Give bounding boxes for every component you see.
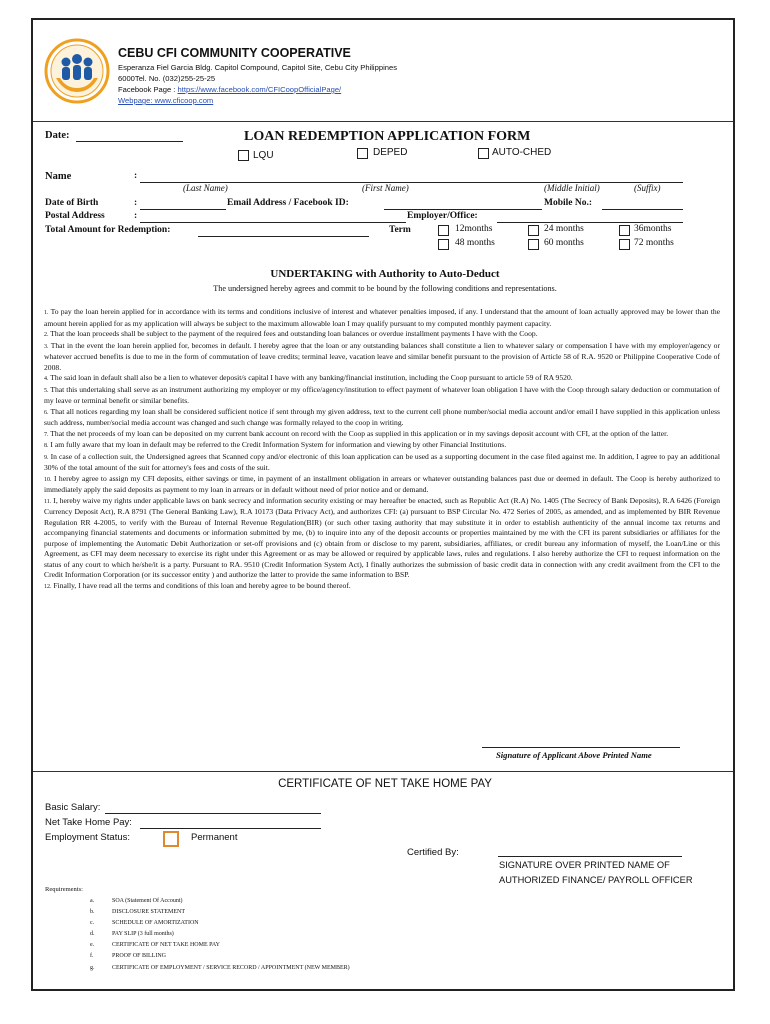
term-36-label: 36months bbox=[634, 224, 672, 234]
list-item: e. CERTIFICATE OF NET TAKE HOME PAY bbox=[90, 942, 221, 949]
undertaking-title: UNDERTAKING with Authority to Auto-Deduct bbox=[270, 268, 500, 280]
mobile-field[interactable] bbox=[602, 209, 683, 210]
autoched-checkbox[interactable] bbox=[478, 148, 489, 159]
term-item: 8. I am fully aware that my loan in default may be referred to the Credit Information System for information and viewing by other Financial Institutions. bbox=[44, 440, 507, 449]
term-item: 10. I hereby agree to assign my CFI deposits, either savings or time, in payment of an installment obligation in arrears or whatever outstanding balances past due or deemed in default. The Coop is hereby authorized to immediately apply the said deposits as payment to my loan in arrears or in default without need of prior notice and or demand. bbox=[44, 473, 720, 494]
postal-label: Postal Address bbox=[45, 211, 105, 221]
list-item: c. SCHEDULE OF AMORTIZATION bbox=[90, 920, 199, 927]
term-item: 9. In case of a collection suit, the Undersigned agrees that Scanned copy and/or electronic of this loan application can be used as a supporting document in the case filed against me. In addition, I agree to pay an additional 30% of the total amount of the suit for attorney's fees and costs of the suit. bbox=[44, 451, 720, 472]
dob-colon: : bbox=[134, 198, 138, 208]
employer-field[interactable] bbox=[497, 222, 683, 223]
applicant-signature-line[interactable] bbox=[482, 747, 680, 748]
autoched-label: AUTO-CHED bbox=[492, 147, 552, 158]
lqu-label: LQU bbox=[253, 150, 274, 161]
term-item: 1. To pay the loan herein applied for in accordance with its terms and conditions inclusive of interest and whatever penalties imposed, if any. I understand that the amount of loan actually approved may be lower than the amount herein applied for as my application will always be subject to the maximum allowable loan I may qualify pursuant to my computed monthly payment capacity. bbox=[44, 307, 720, 328]
list-item: g. CERTIFICATE OF EMPLOYMENT / SERVICE RECORD / APPOINTMENT (NEW MEMBER) bbox=[90, 964, 350, 971]
postal-field[interactable] bbox=[140, 222, 406, 223]
permanent-checkbox[interactable] bbox=[163, 831, 179, 847]
org-name: CEBU CFI COMMUNITY COOPERATIVE bbox=[118, 46, 351, 60]
deped-label: DEPED bbox=[373, 147, 408, 158]
header-divider bbox=[33, 121, 733, 122]
term-item: 11. I, hereby waive my rights under applicable laws on bank secrecy and information security existing or may hereafter be enacted, such as Republic Act (R.A) No. 1405 (The Secrecy of Bank Deposits), R.A 6426 (Foreign Currency Deposit Act), R.A 8791 (The General Banking Law), R.A 10173 (Data Privacy Act), and authorizes CFI: (a) pursuant to BSP Circular No. 472 Series of 2005, as amended, and as implemented by BIR Revenue Regulation RR 4-2005, to verify with the Bureau of Internal Revenue Regulation(BIR) (or such other taxing authority that may substitute it in order to establish authenticity of the annual income tax returns and accompanying financial statements and documents or information submitted by me, (b) to inquire into any of the deposit accounts or properties maintained by me with the CFI its parent subsidiaries or affiliates for the purpose of implementing the Automatic Debit Authorization or set-off provisions and (c) obtain from or disclose to my parent, subsidiaries, affiliates, or credit bureau any information of myself, the Loan/Line or this Agreement, as CFI may deem necessary to exercise its right under this Agreement or as may be allowed or required by applicable laws, rules and regulations. I also hereby authorize the CFI to request information on the status of any court to which he/she/it is a party. Pursuant to RA. 9510 (Credit Information System Act), I finally authorizes the submission of basic credit data in connection with any credit availment from the CFI to the Credit Information Corporation (or its successor entity ) and authorize the latter to provide the same information to BSP. bbox=[44, 495, 720, 579]
dob-label: Date of Birth bbox=[45, 198, 99, 208]
term-72-checkbox[interactable] bbox=[619, 239, 630, 250]
applicant-signature-label: Signature of Applicant Above Printed Name bbox=[496, 750, 652, 760]
first-name-caption: (First Name) bbox=[362, 183, 409, 193]
lqu-checkbox[interactable] bbox=[238, 150, 249, 161]
permanent-label: Permanent bbox=[191, 832, 238, 843]
term-48-label: 48 months bbox=[455, 238, 495, 248]
basic-salary-field[interactable] bbox=[105, 813, 321, 814]
employer-label: Employer/Office: bbox=[407, 211, 478, 221]
term-72-label: 72 months bbox=[634, 238, 674, 248]
name-colon: : bbox=[134, 171, 138, 181]
officer-signature-line[interactable] bbox=[498, 856, 682, 857]
date-field[interactable] bbox=[76, 141, 183, 142]
term-48-checkbox[interactable] bbox=[438, 239, 449, 250]
last-name-caption: (Last Name) bbox=[183, 183, 228, 193]
dob-field[interactable] bbox=[140, 209, 226, 210]
term-item: 4. The said loan in default shall also be a lien to whatever deposit/s capital I have with any banking/financial institution, including the Coop pursuant to article 59 of RA 9520. bbox=[44, 373, 573, 382]
form-title: LOAN REDEMPTION APPLICATION FORM bbox=[244, 129, 531, 144]
list-item: d. PAY SLIP (3 full months) bbox=[90, 931, 174, 938]
webpage-link[interactable]: Webpage: www.cficoop.com bbox=[118, 96, 214, 105]
certified-by-label: Certified By: bbox=[407, 847, 459, 858]
term-24-label: 24 months bbox=[544, 224, 584, 234]
mobile-label: Mobile No.: bbox=[544, 198, 593, 208]
list-item: b. DISCLOSURE STATEMENT bbox=[90, 909, 186, 916]
name-label: Name bbox=[45, 171, 72, 182]
facebook-line bbox=[118, 85, 341, 94]
date-label: Date: bbox=[45, 130, 70, 141]
term-24-checkbox[interactable] bbox=[528, 225, 539, 236]
total-field[interactable] bbox=[198, 236, 369, 237]
term-12-checkbox[interactable] bbox=[438, 225, 449, 236]
facebook-label: Facebook Page : bbox=[118, 85, 176, 94]
email-field[interactable] bbox=[384, 209, 542, 210]
requirements-label: Requirements: bbox=[45, 886, 83, 893]
list-item: f. PROOF OF BILLING bbox=[90, 953, 167, 960]
undertaking-intro: The undersigned hereby agrees and commit to be bound by the following conditions and representations. bbox=[213, 284, 557, 293]
undertaking-terms bbox=[44, 307, 720, 592]
term-item: 12. Finally, I have read all the terms and conditions of this loan and hereby agree to be bound thereof. bbox=[44, 580, 351, 590]
certificate-title: CERTIFICATE OF NET TAKE HOME PAY bbox=[278, 778, 492, 790]
term-60-label: 60 months bbox=[544, 238, 584, 248]
term-item: 2. That the loan proceeds shall be subject to the payment of the required fees and outstanding loan balances or overdue installment payments I have with the Coop. bbox=[44, 329, 538, 338]
org-address: Esperanza Fiel Garcia Bldg. Capitol Compound, Capitol Site, Cebu City Philippines bbox=[118, 63, 397, 72]
org-tel: 6000Tel. No. (032)255-25-25 bbox=[118, 74, 216, 83]
middle-initial-caption: (Middle Initial) bbox=[544, 183, 600, 193]
deped-checkbox[interactable] bbox=[357, 148, 368, 159]
term-label: Term bbox=[389, 225, 411, 235]
total-label: Total Amount for Redemption: bbox=[45, 225, 171, 235]
officer-signature-caption-2: AUTHORIZED FINANCE/ PAYROLL OFFICER bbox=[499, 875, 693, 885]
requirements-list bbox=[90, 896, 350, 974]
term-item: 3. That in the event the loan herein applied for, becomes in default. I hereby agree that the loan or any outstanding balances shall constitute a lien to whatever salary or compensation I have with my employer/agency or whatever accrued benefits is due to me in the form of commutation of leave credits; terminal leave, vacation leave and similar benefit pursuant to the provision of Article 58 of R.A. 9520 or Philippine Cooperative Code of 2008. bbox=[44, 340, 721, 372]
term-item: 5. That this undertaking shall serve as an instrument authorizing my employer or my office/agency/institution to effect payment of whatever loan obligation I have with the Coop through salary deduction or commutation of my leave or terminal benefit or similar benefits. bbox=[44, 384, 720, 405]
postal-colon: : bbox=[134, 211, 138, 221]
email-label: Email Address / Facebook ID: bbox=[227, 198, 349, 208]
net-take-home-field[interactable] bbox=[140, 828, 321, 829]
term-12-label: 12months bbox=[455, 224, 493, 234]
coop-logo bbox=[44, 38, 110, 104]
section-divider bbox=[33, 771, 733, 772]
facebook-link[interactable]: https://www.facebook.com/CFICoopOfficialPage/ bbox=[177, 85, 342, 94]
term-60-checkbox[interactable] bbox=[528, 239, 539, 250]
employment-status-label: Employment Status: bbox=[45, 832, 131, 843]
suffix-caption: (Suffix) bbox=[634, 183, 661, 193]
list-item: a. SOA (Statement Of Account) bbox=[90, 898, 183, 904]
net-take-home-label: Net Take Home Pay: bbox=[45, 817, 132, 828]
term-36-checkbox[interactable] bbox=[619, 225, 630, 236]
officer-signature-caption-1: SIGNATURE OVER PRINTED NAME OF bbox=[499, 860, 670, 870]
term-item: 7. That the net proceeds of my loan can be deposited on my current bank account on record with the Coop as supplied in this application or in my savings deposit account with CFI, at the option of the latter. bbox=[44, 428, 669, 438]
term-item: 6. That all notices regarding my loan shall be considered sufficient notice if sent through my given address, text to the current cell phone number/social media account and/or email I have supplied in this application unless such address, number/social media account was changed and such change was formally relayed to the coop in writing. bbox=[44, 406, 720, 427]
basic-salary-label: Basic Salary: bbox=[45, 802, 101, 813]
